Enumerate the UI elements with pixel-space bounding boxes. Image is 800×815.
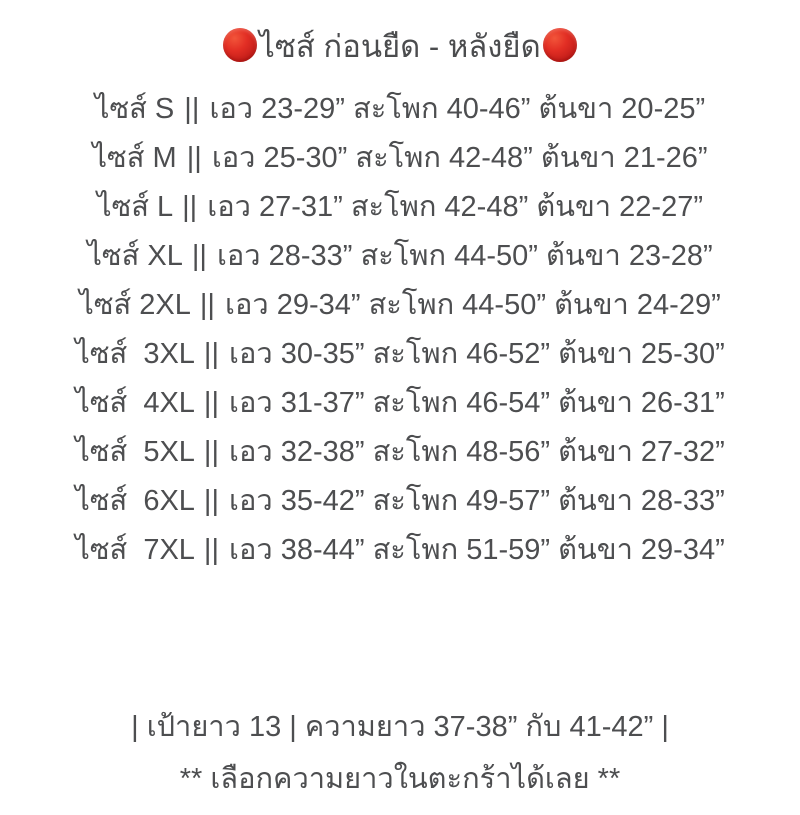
size-label: ไซส์ S [94,93,175,125]
size-label: ไซส์ XL [87,240,182,272]
size-label: ไซส์ L [97,191,173,223]
waist-measure: เอว 28-33” [216,240,353,272]
size-label: ไซส์ 6XL [75,485,194,517]
thigh-measure: ต้นขา 27-32” [558,436,725,468]
hip-measure: สะโพก 42-48” [350,191,529,223]
thigh-measure: ต้นขา 24-29” [554,289,721,321]
hip-measure: สะโพก 44-50” [360,240,538,272]
separator: || [182,191,198,223]
waist-measure: เอว 23-29” [209,93,345,125]
separator: || [203,485,219,517]
size-row-xl [0,232,800,281]
size-row-l [0,183,800,232]
hip-measure: สะโพก 48-56” [372,436,551,468]
size-label: ไซส์ 2XL [79,289,190,321]
thigh-measure: ต้นขา 25-30” [558,338,725,370]
size-row-5xl [0,428,800,477]
thigh-measure: ต้นขา 29-34” [558,534,725,566]
size-row-3xl [0,330,800,379]
size-chart-sheet [0,24,800,815]
separator: || [184,93,200,125]
separator: || [203,436,219,468]
size-label: ไซส์ 7XL [75,534,194,566]
size-row-2xl [0,281,800,330]
thigh-measure: ต้นขา 21-26” [540,142,708,174]
waist-measure: เอว 27-31” [207,191,343,223]
separator: || [203,338,219,370]
page-title-text: ไซส์ ก่อนยืด - หลังยืด [259,29,541,64]
hip-measure: สะโพก 49-57” [372,485,551,517]
size-rows-list [0,85,800,575]
waist-measure: เอว 29-34” [225,289,361,321]
waist-measure: เอว 38-44” [229,534,365,566]
size-label: ไซส์ 5XL [75,436,194,468]
separator: || [186,142,202,174]
thigh-measure: ต้นขา 22-27” [536,191,703,223]
separator: || [203,534,219,566]
size-row-4xl [0,379,800,428]
waist-measure: เอว 35-42” [229,485,365,517]
size-label: ไซส์ M [92,142,177,174]
thigh-measure: ต้นขา 26-31” [558,387,725,419]
hip-measure: สะโพก 46-54” [372,387,551,419]
length-options-note: | เป้ายาว 13 | ความยาว 37-38” กับ 41-42” | [131,711,669,743]
thigh-measure: ต้นขา 20-25” [538,93,706,125]
hip-measure: สะโพก 51-59” [372,534,551,566]
size-row-6xl [0,477,800,526]
thigh-measure: ต้นขา 23-28” [546,240,713,272]
size-row-m [0,134,800,183]
size-row-7xl [0,526,800,575]
footer-notes [0,702,800,806]
separator: || [191,240,207,272]
separator: || [203,387,219,419]
hip-measure: สะโพก 40-46” [353,93,531,125]
hip-measure: สะโพก 44-50” [368,289,547,321]
red-circle-icon [543,28,577,62]
thigh-measure: ต้นขา 28-33” [558,485,725,517]
choose-length-note: ** เลือกความยาวในตะกร้าได้เลย ** [179,763,621,795]
waist-measure: เอว 32-38” [229,436,365,468]
size-row-s [0,85,800,134]
size-label: ไซส์ 4XL [75,387,194,419]
page-title [0,24,800,70]
hip-measure: สะโพก 46-52” [372,338,551,370]
separator: || [199,289,215,321]
red-circle-icon [223,28,257,62]
waist-measure: เอว 31-37” [229,387,365,419]
waist-measure: เอว 25-30” [211,142,348,174]
size-label: ไซส์ 3XL [75,338,194,370]
waist-measure: เอว 30-35” [229,338,365,370]
hip-measure: สะโพก 42-48” [355,142,533,174]
